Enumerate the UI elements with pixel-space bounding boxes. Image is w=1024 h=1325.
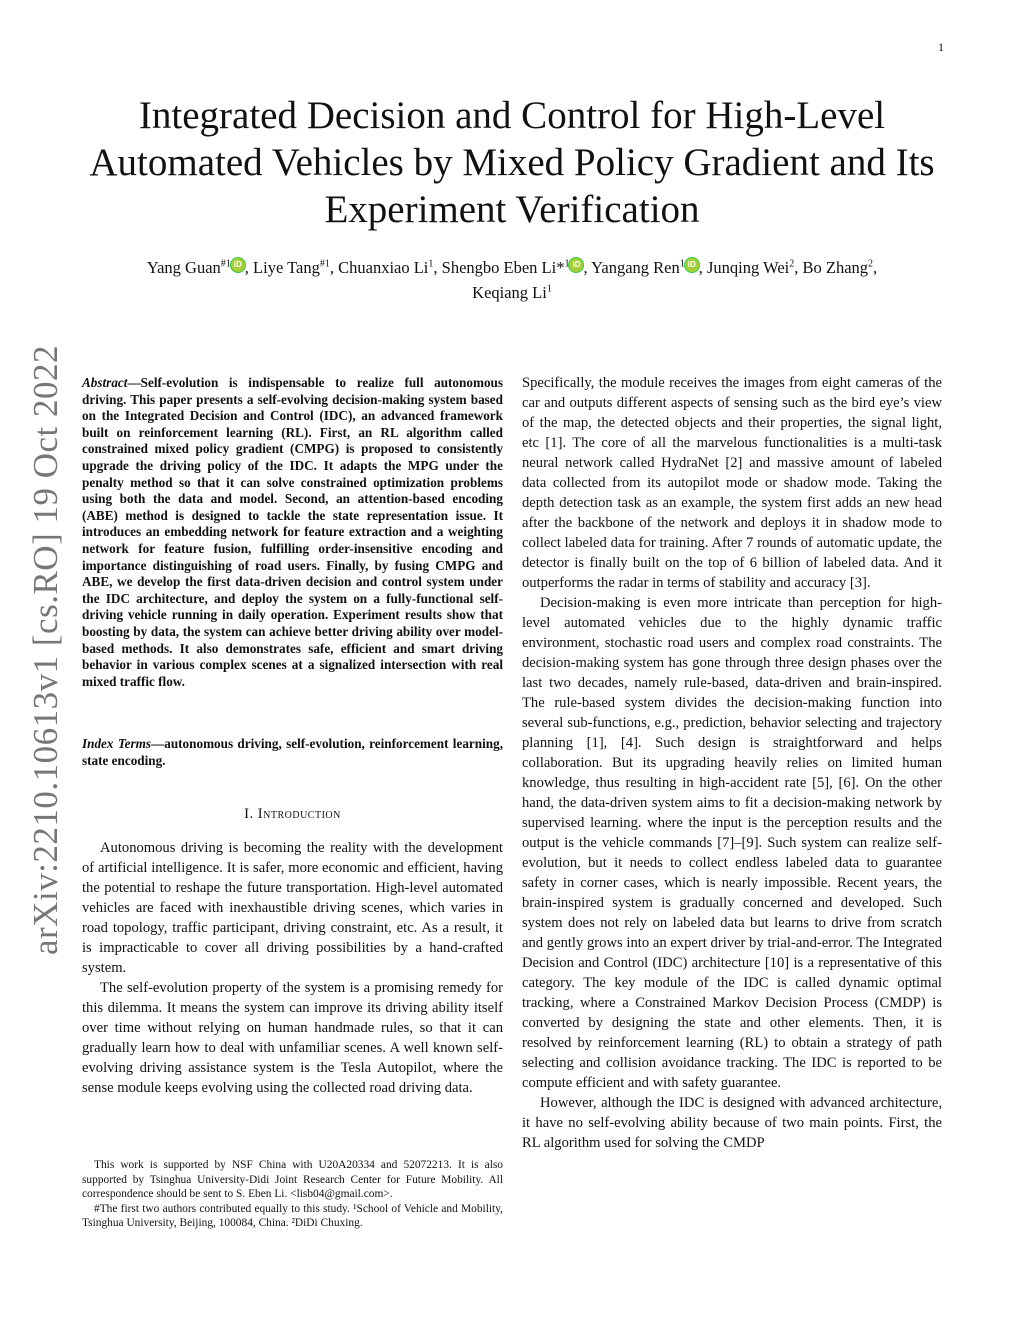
index-terms bbox=[82, 736, 503, 769]
body-paragraph: Decision-making is even more intricate than perception for high-level automated vehicles due to the highly dynamic traffic environment, stochastic road users and complex road constraints. The decision-making system has gone through three design phases over the last two decades, namely rule-based, data-driven and brain-inspired. The rule-based system divides the decision-making function into several sub-functions, e.g., prediction, behavior selecting and trajectory planning [1], [4]. Such design is straightforward and helps collaboration. But its upgrading heavily relies on limited human knowledge, thus resulting in high-accident rate [5], [6]. On the other hand, the data-driven system aims to fit a decision-making network by supervised learning. where the input is the perception results and the output is the vehicle commands [7]–[9]. Such system can realize self-evolution, but it needs to collect endless labeled data to guarantee safety in corner cases, which is nearly impossible. Recent years, the brain-inspired system is gradually concerned and developed. Such system does not rely on labeled data but learns to drive from scratch and gently grows into an expert driver by trial-and-error. The Integrated Decision and Control (IDC) architecture [10] is a representative of this category. The key module of the IDC is called dynamic optimal tracking, where a Constrained Markov Decision Process (CMDP) is converted by designing the state and other elements. Then, it is resolved by reinforcement learning (RL) to obtain a strategy of path selecting and collision avoidance tracking. The IDC is reported to be compute efficient and with safety guarantee. bbox=[522, 595, 942, 1091]
body-paragraph: However, although the IDC is designed with advanced architecture, it have no self-evolving ability because of two main points. First, the RL algorithm used for solving the CMDP bbox=[522, 1095, 942, 1151]
author-affiliation-mark: #1 bbox=[319, 258, 330, 270]
author-list bbox=[60, 255, 964, 305]
intro-paragraph: The self-evolution property of the system is a promising remedy for this dilemma. It means the system can improve its driving ability itself over time without relying on human handmade rules, so that it can gradually learn how to deal with unfamiliar scenes. A well known self-evolving driving assistance system is the Tesla Autopilot, where the sense module keeps evolving using the collected road driving data. bbox=[82, 980, 503, 1096]
paper-title: Integrated Decision and Control for High-Level Automated Vehicles by Mixed Policy Gradient and Its Experiment Verification bbox=[89, 94, 935, 231]
author-affiliation-mark: 1 bbox=[564, 258, 570, 270]
author-affiliation-mark: 1 bbox=[546, 283, 552, 295]
abstract-text: —Self-evolution is indispensable to realize full autonomous driving. This paper presents a self-evolving decision-making system based on the Integrated Decision and Control (IDC), an advanced framework built on reinforcement learning (RL). First, an RL algorithm called constrained mixed policy gradient (CMPG) is proposed to consistently upgrade the driving policy of the IDC. It adapts the MPG under the penalty method so that it can solve constrained optimization problems using both the data and model. Second, an attention-based encoding (ABE) method is designed to tackle the state representation issue. It introduces an embedding network for feature extraction and a weighting network for feature fusion, fulfilling order-insensitive encoding and importance distinguishing of road users. Finally, by fusing CMPG and ABE, we develop the first data-driven decision and control system under the IDC architecture, and deploy the system on a fully-functional self-driving vehicle running in daily operation. Experiment results show that boosting by data, the system can achieve better driving ability over model-based methods. It also demonstrates safe, efficient and smart driving behavior in various complex scenes at a signalized intersection with real mixed traffic flow. bbox=[82, 375, 503, 689]
author-affiliation-mark: 2 bbox=[789, 258, 795, 270]
author-name: Liye Tang bbox=[253, 258, 320, 277]
author-name: Chuanxiao Li bbox=[338, 258, 429, 277]
arxiv-identifier-text: arXiv:2210.10613v1 [cs.RO] 19 Oct 2022 bbox=[26, 344, 65, 956]
author-affiliation-mark: 1 bbox=[428, 258, 434, 270]
intro-paragraph: Autonomous driving is becoming the reality with the development of artificial intelligence. It is safer, more economic and efficient, having the potential to reshape the future transportation. High-level automated vehicles are faced with inexhaustible driving scenes, which varies in road topology, traffic participant, driving constraint, etc. As a result, it is impracticable to cover all driving possibilities by a hand-crafted system. bbox=[82, 840, 503, 976]
author-line-1: Yang Guan$^{\#1}$ iD , Liye Tang$^{\#1}$, Chuanxiao Li$^1$, Shengbo Eben Li*$^1$ iD , Yangang Ren$^1$ iD , Junqing Wei$^2$, Bo Zhang$^2$, bbox=[146, 258, 878, 277]
abstract-label: Abstract bbox=[82, 375, 128, 390]
author-name: Shengbo Eben Li* bbox=[441, 258, 565, 277]
footnote-funding: This work is supported by NSF China with U20A20334 and 52072213. It is also supported by Tsinghua University-Didi Joint Research Center for Future Mobility. All correspondence should be sent to S. Eben Li. <lisb04@gmail.com>. bbox=[82, 1159, 503, 1201]
author-name: Yang Guan bbox=[146, 258, 221, 277]
author-name: Bo Zhang bbox=[802, 258, 869, 277]
author-name: Yangang Ren bbox=[591, 258, 680, 277]
index-terms-text: —autonomous driving, self-evolution, reinforcement learning, state encoding. bbox=[82, 736, 503, 768]
orcid-icon[interactable]: iD bbox=[231, 258, 245, 272]
page-number: 1 bbox=[938, 40, 944, 54]
author-affiliation-mark: #1 bbox=[220, 258, 231, 270]
section-heading-introduction: I. Introduction bbox=[244, 806, 341, 822]
author-name: Junqing Wei bbox=[706, 258, 790, 277]
introduction-body bbox=[82, 838, 503, 1098]
author-affiliation-mark: 2 bbox=[868, 258, 874, 270]
author-line-2 bbox=[60, 280, 964, 305]
right-column-body bbox=[522, 373, 942, 1153]
index-terms-label: Index Terms bbox=[82, 736, 152, 751]
author-name: Keqiang Li bbox=[472, 283, 547, 302]
footnotes bbox=[82, 1158, 503, 1231]
footnote-affiliations: #The first two authors contributed equally to this study. ¹School of Vehicle and Mobility, Tsinghua University, Beijing, 100084, China. ²DiDi Chuxing. bbox=[82, 1202, 503, 1230]
abstract bbox=[82, 375, 503, 690]
orcid-icon[interactable]: iD bbox=[569, 258, 583, 272]
orcid-icon[interactable]: iD bbox=[685, 258, 699, 272]
author-affiliation-mark: 1 bbox=[679, 258, 685, 270]
body-paragraph: Specifically, the module receives the images from eight cameras of the car and outputs different aspects of sensing such as the bird eye’s view of the map, the detected objects and their properties, the signal light, etc [1]. The core of all the marvelous functionalities is a multi-task neural network called HydraNet [2] and massive amount of labeled data collected from its autopilot mode or shadow mode. Taking the depth detection task as an example, the system first adds an new head after the backbone of the network and deploys it in shadow mode to collect labeled data for training. After 7 rounds of automatic update, the detector is finally built on the top of 6 billion of labeled data. And it outperforms the radar in terms of stability and accuracy [3]. bbox=[522, 375, 942, 591]
